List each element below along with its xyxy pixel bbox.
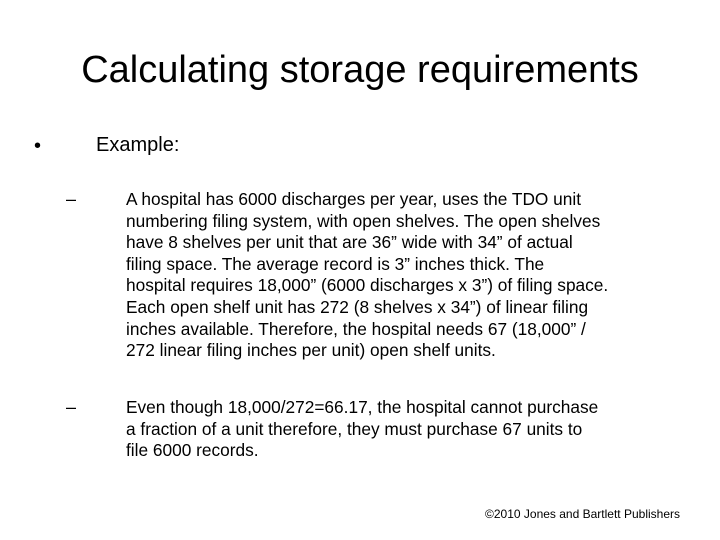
bullet-text-example: Example: [96, 134, 180, 156]
sub-bullet-text: Even though 18,000/272=66.17, the hospital cannot purchase a fraction of a unit therefore, they must purchase 67 units to file 6000 records. [126, 397, 599, 461]
sub-bullet-marker: – [66, 397, 77, 417]
bullet-marker: • [34, 135, 42, 157]
copyright-footer: ©2010 Jones and Bartlett Publishers [485, 507, 680, 521]
slide-title: Calculating storage requirements [81, 49, 639, 91]
sub-bullet-marker: – [66, 189, 77, 209]
sub-bullet-text: A hospital has 6000 discharges per year, uses the TDO unit numbering filing system, with open shelves. The open shelves have 8 shelves per unit that are 36” wide with 34” of actual filing space. The average record is 3” inches thick. The hospital requires 18,000” (6000 discharges x 3”) of filing space. Each open shelf unit has 272 (8 shelves x 34”) of linear filing inches available. Therefore, the hospital needs 67 (18,000” / 272 linear filing inches per unit) open shelf units. [126, 189, 609, 361]
